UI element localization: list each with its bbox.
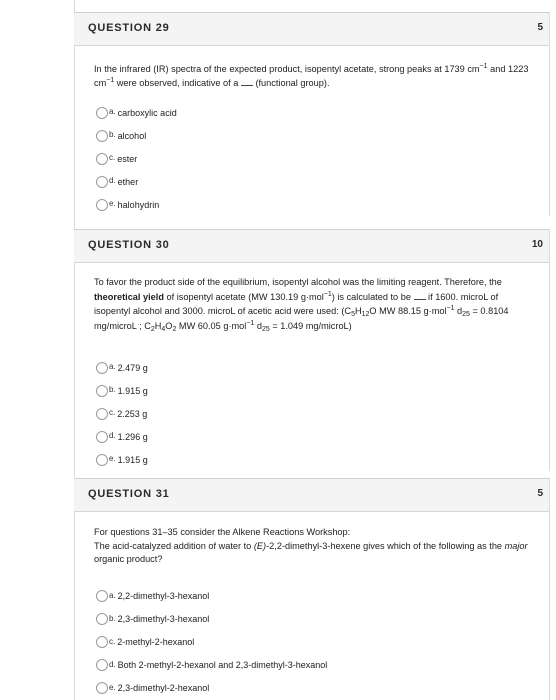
answer-options <box>74 356 549 471</box>
question-29 <box>74 12 550 216</box>
answer-options <box>74 101 549 216</box>
option-a[interactable]: a. 2,2-dimethyl-3-hexanol <box>96 585 549 608</box>
option-d[interactable]: d. ether <box>96 170 549 193</box>
radio-button[interactable] <box>96 431 108 443</box>
question-header <box>74 229 549 263</box>
question-points: 5 <box>537 22 543 33</box>
question-prompt: The acid-catalyzed addition of water to (E)-2,2-dimethyl-3-hexene gives which of the following as the major organic product? <box>94 540 528 564</box>
radio-button[interactable] <box>96 130 108 142</box>
answer-options <box>74 585 549 700</box>
radio-button[interactable] <box>96 408 108 420</box>
radio-button[interactable] <box>96 590 108 602</box>
question-header <box>74 478 549 512</box>
option-e[interactable]: e. 1.915 g <box>96 448 549 471</box>
option-c[interactable]: c. 2-methyl-2-hexanol <box>96 631 549 654</box>
option-b[interactable]: b. 1.915 g <box>96 379 549 402</box>
answer-blank <box>241 78 253 86</box>
radio-button[interactable] <box>96 613 108 625</box>
radio-button[interactable] <box>96 153 108 165</box>
answer-blank <box>414 292 426 300</box>
question-header <box>74 12 549 46</box>
question-text: To favor the product side of the equilibrium, isopentyl alcohol was the limiting reagent. Therefore, the theoretical yield of isopentyl acetate (MW 130.19 g·mol$^{-1}$) is calculated to be if 1600. microL of isopentyl alcohol and 3000. microL of acetic acid were used: ($C_5H_{12}O$ MW 88.15 g·mol$^{-1}$ $d_{25} = 0.8104$ mg/microL ; $C_2H_4O_2$ MW 60.05 g·mol$^{-1}$ $d_{25} = 1.049$ mg/microL) <box>94 277 509 333</box>
option-e[interactable]: e. halohydrin <box>96 193 549 216</box>
radio-button[interactable] <box>96 385 108 397</box>
question-title: QUESTION 31 <box>88 488 170 500</box>
option-b[interactable]: b. alcohol <box>96 124 549 147</box>
option-a[interactable]: a. carboxylic acid <box>96 101 549 124</box>
radio-button[interactable] <box>96 362 108 374</box>
option-a[interactable]: a. 2.479 g <box>96 356 549 379</box>
option-c[interactable]: c. ester <box>96 147 549 170</box>
radio-button[interactable] <box>96 682 108 694</box>
question-title: QUESTION 29 <box>88 22 170 34</box>
option-c[interactable]: c. 2.253 g <box>96 402 549 425</box>
option-d[interactable]: d. 1.296 g <box>96 425 549 448</box>
question-30 <box>74 229 550 471</box>
radio-button[interactable] <box>96 636 108 648</box>
question-title: QUESTION 30 <box>88 239 170 251</box>
question-text: In the infrared (IR) spectra of the expected product, isopentyl acetate, strong peaks at 1739 $cm^{-1}$ and 1223 $cm^{-1}$ were observed, indicative of a (functional group). <box>94 63 529 88</box>
radio-button[interactable] <box>96 176 108 188</box>
question-31 <box>74 478 550 700</box>
radio-button[interactable] <box>96 659 108 671</box>
option-b[interactable]: b. 2,3-dimethyl-3-hexanol <box>96 608 549 631</box>
radio-button[interactable] <box>96 107 108 119</box>
question-points: 5 <box>537 488 543 499</box>
radio-button[interactable] <box>96 199 108 211</box>
radio-button[interactable] <box>96 454 108 466</box>
question-points: 10 <box>531 239 543 250</box>
question-text <box>74 512 549 567</box>
option-e[interactable]: e. 2,3-dimethyl-2-hexanol <box>96 677 549 700</box>
question-intro: For questions 31–35 consider the Alkene Reactions Workshop: <box>94 527 351 537</box>
option-d[interactable]: d. Both 2-methyl-2-hexanol and 2,3-dimethyl-3-hexanol <box>96 654 549 677</box>
